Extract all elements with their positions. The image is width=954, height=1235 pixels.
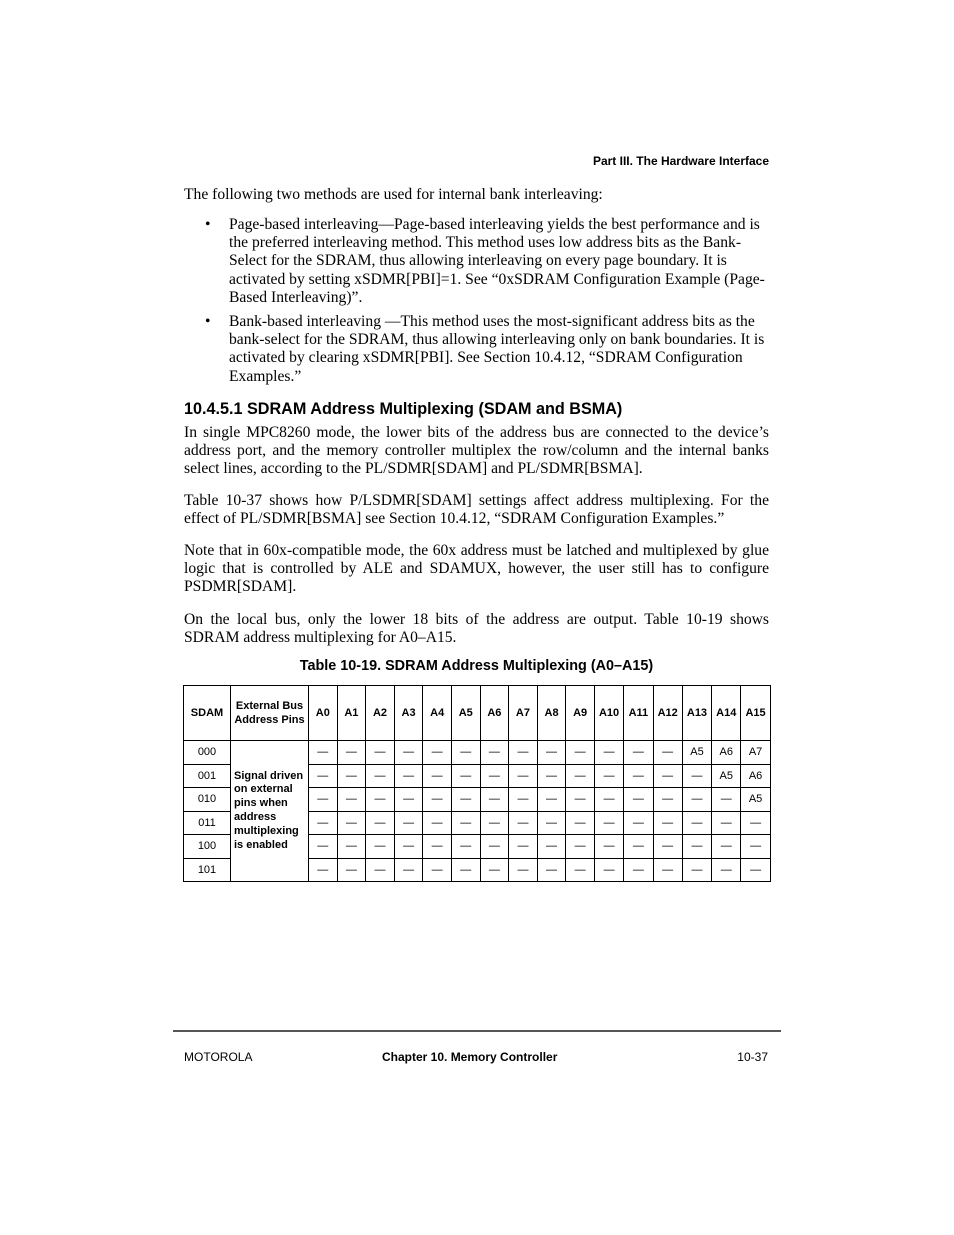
- header-a1: A1: [337, 686, 366, 741]
- address-cell: —: [509, 788, 538, 812]
- footer-chapter-title: Chapter 10. Memory Controller: [382, 1050, 558, 1064]
- address-cell: —: [741, 811, 770, 835]
- table-row: [184, 741, 771, 765]
- address-cell: —: [566, 741, 595, 765]
- address-cell: —: [712, 811, 741, 835]
- address-cell: —: [451, 835, 480, 859]
- address-cell: —: [423, 788, 452, 812]
- address-cell: —: [366, 811, 395, 835]
- header-external-bus-pins: External Bus Address Pins: [231, 686, 309, 741]
- address-cell: —: [741, 858, 770, 882]
- paragraph-single-mode: In single MPC8260 mode, the lower bits of the address bus are connected to the device’s address port, and the memory controller multiplex the row/column and the internal banks select lines, according to the PL/SDMR[SDAM] and PL/SDMR[BSMA].: [184, 424, 769, 478]
- header-a13: A13: [682, 686, 711, 741]
- address-cell: —: [337, 764, 366, 788]
- address-cell: —: [566, 858, 595, 882]
- address-cell: —: [337, 788, 366, 812]
- address-cell: —: [594, 858, 623, 882]
- header-a2: A2: [366, 686, 395, 741]
- address-cell: —: [594, 788, 623, 812]
- address-cell: —: [653, 764, 682, 788]
- address-cell: —: [423, 835, 452, 859]
- address-cell: —: [480, 788, 509, 812]
- header-a0: A0: [309, 686, 338, 741]
- address-cell: —: [509, 811, 538, 835]
- address-cell: —: [509, 835, 538, 859]
- address-cell: —: [394, 741, 423, 765]
- address-cell: —: [509, 858, 538, 882]
- address-cell: —: [653, 741, 682, 765]
- address-cell: —: [309, 811, 338, 835]
- header-a11: A11: [624, 686, 653, 741]
- address-cell: —: [451, 858, 480, 882]
- address-cell: —: [624, 858, 653, 882]
- header-a5: A5: [451, 686, 480, 741]
- address-cell: —: [451, 741, 480, 765]
- table-body: [184, 741, 771, 882]
- address-cell: —: [566, 764, 595, 788]
- address-cell: —: [480, 741, 509, 765]
- address-cell: —: [566, 811, 595, 835]
- address-cell: —: [712, 835, 741, 859]
- address-cell: —: [682, 811, 711, 835]
- address-cell: —: [394, 835, 423, 859]
- sdam-value: 001: [184, 764, 231, 788]
- header-a8: A8: [537, 686, 566, 741]
- address-cell: —: [682, 764, 711, 788]
- address-cell: A6: [741, 764, 770, 788]
- header-sdam: SDAM: [184, 686, 231, 741]
- address-cell: —: [309, 788, 338, 812]
- address-cell: —: [366, 741, 395, 765]
- address-cell: —: [451, 764, 480, 788]
- header-a10: A10: [594, 686, 623, 741]
- address-cell: —: [682, 788, 711, 812]
- address-cell: —: [594, 835, 623, 859]
- address-cell: —: [624, 811, 653, 835]
- section-heading: 10.4.5.1 SDRAM Address Multiplexing (SDAM and BSMA): [184, 400, 623, 418]
- address-cell: —: [309, 835, 338, 859]
- address-cell: —: [423, 741, 452, 765]
- address-cell: —: [337, 741, 366, 765]
- header-a9: A9: [566, 686, 595, 741]
- address-cell: —: [423, 858, 452, 882]
- address-cell: —: [337, 811, 366, 835]
- address-cell: —: [337, 835, 366, 859]
- address-cell: A6: [712, 741, 741, 765]
- address-cell: —: [624, 835, 653, 859]
- sdam-value: 100: [184, 835, 231, 859]
- bullet-item-page-based: [184, 216, 769, 307]
- bullet-text: Bank-based interleaving —This method uses the most-significant address bits as the bank-select for the SDRAM, thus allowing interleaving only on bank boundaries. It is activated by clearing xSDMR[PBI]. See Section 10.4.12, “SDRAM Configuration Examples.”: [229, 313, 765, 385]
- bullet-item-bank-based: [184, 313, 769, 386]
- sdam-value: 010: [184, 788, 231, 812]
- address-cell: —: [537, 741, 566, 765]
- footer-page-number: 10-37: [737, 1050, 768, 1064]
- address-cell: —: [509, 764, 538, 788]
- address-cell: —: [537, 788, 566, 812]
- footer-publisher: MOTOROLA: [184, 1050, 253, 1064]
- address-cell: A5: [682, 741, 711, 765]
- address-cell: —: [653, 835, 682, 859]
- address-cell: —: [624, 764, 653, 788]
- address-cell: —: [537, 764, 566, 788]
- footer-rule: [173, 1030, 781, 1032]
- address-cell: —: [653, 788, 682, 812]
- header-a15: A15: [741, 686, 770, 741]
- address-cell: —: [624, 741, 653, 765]
- sdam-value: 011: [184, 811, 231, 835]
- address-cell: —: [594, 811, 623, 835]
- intro-paragraph: The following two methods are used for internal bank interleaving:: [184, 186, 603, 203]
- address-cell: —: [712, 788, 741, 812]
- address-cell: —: [682, 858, 711, 882]
- address-cell: —: [394, 858, 423, 882]
- header-a7: A7: [509, 686, 538, 741]
- table-caption: Table 10-19. SDRAM Address Multiplexing (A0–A15): [299, 658, 654, 674]
- merged-description-cell: Signal driven on external pins when address multiplexing is enabled: [231, 741, 309, 882]
- address-cell: A5: [712, 764, 741, 788]
- paragraph-table-reference: Table 10-37 shows how P/LSDMR[SDAM] settings affect address multiplexing. For the effect of PL/SDMR[BSMA] see Section 10.4.12, “SDRAM Configuration Examples.”: [184, 492, 769, 528]
- bullet-glyph: •: [205, 313, 211, 331]
- bullet-glyph: •: [205, 216, 211, 233]
- paragraph-60x-mode: Note that in 60x-compatible mode, the 60x address must be latched and multiplexed by glue logic that is controlled by ALE and SDAMUX, however, the user still has to configure PSDMR[SDAM].: [184, 542, 769, 596]
- address-cell: —: [480, 835, 509, 859]
- bullet-list: [184, 216, 769, 392]
- address-cell: —: [337, 858, 366, 882]
- address-cell: —: [309, 764, 338, 788]
- address-cell: —: [480, 811, 509, 835]
- address-cell: —: [366, 788, 395, 812]
- address-cell: —: [624, 788, 653, 812]
- address-cell: —: [366, 764, 395, 788]
- address-cell: —: [366, 858, 395, 882]
- address-cell: —: [594, 764, 623, 788]
- address-cell: —: [423, 811, 452, 835]
- address-cell: —: [451, 811, 480, 835]
- header-a4: A4: [423, 686, 452, 741]
- address-cell: —: [394, 811, 423, 835]
- address-cell: —: [480, 858, 509, 882]
- address-cell: —: [566, 788, 595, 812]
- address-multiplexing-table: [183, 685, 771, 882]
- header-a12: A12: [653, 686, 682, 741]
- address-cell: —: [309, 741, 338, 765]
- address-cell: —: [741, 835, 770, 859]
- address-cell: —: [682, 835, 711, 859]
- address-cell: —: [309, 858, 338, 882]
- address-cell: —: [594, 741, 623, 765]
- running-head: Part III. The Hardware Interface: [592, 154, 769, 168]
- header-a6: A6: [480, 686, 509, 741]
- address-cell: A5: [741, 788, 770, 812]
- sdam-value: 101: [184, 858, 231, 882]
- address-cell: —: [366, 835, 395, 859]
- address-cell: —: [537, 811, 566, 835]
- address-cell: —: [423, 764, 452, 788]
- address-cell: —: [394, 788, 423, 812]
- bullet-text: Page-based interleaving—Page-based interleaving yields the best performance and is the preferred interleaving method. This method uses low address bits as the Bank-Select for the SDRAM, thus allowing interleaving on every page boundary. It is activated by setting xSDMR[PBI]=1. See “0xSDRAM Configuration Example (Page-Based Interleaving)”.: [229, 216, 765, 306]
- address-cell: —: [509, 741, 538, 765]
- address-cell: —: [537, 835, 566, 859]
- sdam-value: 000: [184, 741, 231, 765]
- header-a3: A3: [394, 686, 423, 741]
- address-cell: A7: [741, 741, 770, 765]
- address-cell: —: [653, 811, 682, 835]
- address-cell: —: [653, 858, 682, 882]
- address-cell: —: [537, 858, 566, 882]
- address-cell: —: [712, 858, 741, 882]
- header-a14: A14: [712, 686, 741, 741]
- address-cell: —: [451, 788, 480, 812]
- address-cell: —: [394, 764, 423, 788]
- address-cell: —: [480, 764, 509, 788]
- address-cell: —: [566, 835, 595, 859]
- table-header-row: [184, 686, 771, 741]
- paragraph-local-bus: On the local bus, only the lower 18 bits of the address are output. Table 10-19 shows SDRAM address multiplexing for A0–A15.: [184, 611, 769, 647]
